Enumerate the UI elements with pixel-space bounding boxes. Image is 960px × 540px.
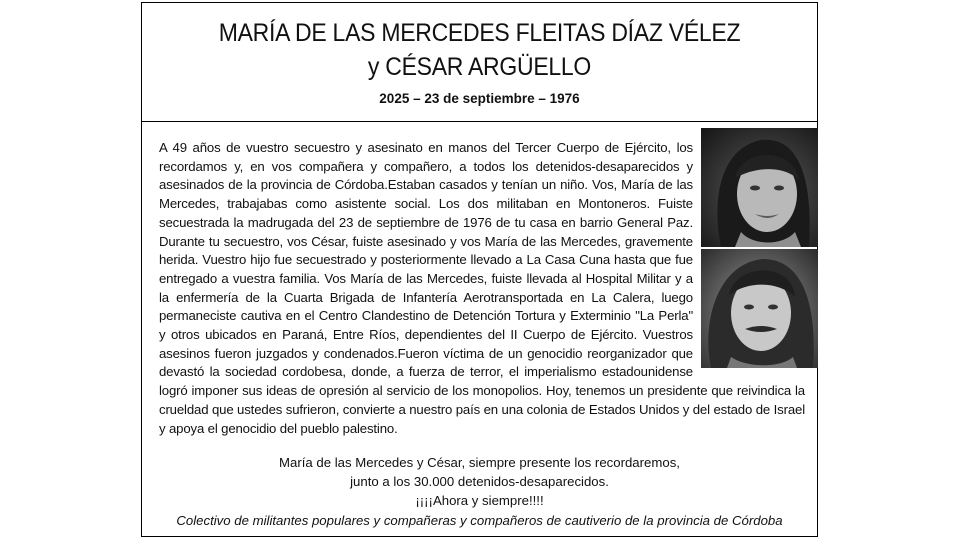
- closing-line-1: María de las Mercedes y César, siempre presente los recordaremos,: [279, 455, 680, 470]
- man-portrait-illustration: [701, 249, 818, 368]
- memorial-notice: [141, 2, 818, 537]
- notice-header: [142, 3, 817, 122]
- portrait-photos: [701, 128, 818, 368]
- closing-line-3: ¡¡¡¡Ahora y siempre!!!!: [415, 493, 544, 508]
- collective-signature: Colectivo de militantes populares y compañeras y compañeros de cautiverio de la provincia de Córdoba: [176, 513, 783, 528]
- portrait-man-photo: [701, 249, 818, 368]
- closing-line-2: junto a los 30.000 detenidos-desaparecidos.: [350, 474, 609, 489]
- woman-portrait-illustration: [701, 128, 818, 247]
- memorial-body-text: A 49 años de vuestro secuestro y asesinato en manos del Tercer Cuerpo de Ejército, los recordamos y, en vos compañera y compañero, a todos los detenidos-desaparecidos y asesinados de la provincia de Córdoba.Estaban casados y tenían un niño. Vos, María de las Mercedes, trabajabas como asistente social. Los dos militaban en Montoneros. Fuiste secuestrada la madrugada del 23 de septiembre de 1976 de tu casa en barrio General Paz. Durante tu secuestro, vos César, fuiste asesinado y vos María de las Mercedes, gravemente herida. Vuestro hijo fue secuestrado y posteriormente llevado a La Casa Cuna hasta que fue entregado a vuestra familia. Vos María de las Mercedes, fuiste llevada al Hospital Militar y a la enfermería de la Cuarta Brigada de Infantería Aerotransportada en La Calera, luego permaneciste cautiva en el Centro Clandestino de Detención Tortura y Exterminio "La Perla" y otros ubicados en Paraná, Entre Ríos, dependientes del II Cuerpo de Ejército. Vuestros asesinos fueron juzgados y condenados.Fueron víctima de un genocidio reorganizador que devastó la sociedad cordobesa, donde, a fuerza de terror, el imperialismo estadounidense logró imponer sus ideas de opresión al servicio de los monopolios. Hoy, tenemos un presidente que reivindica la crueldad que ustedes sufrieron, convierte a nuestro país en una colonia de Estados Unidos y del estado de Israel y apoya el genocidio del pueblo palestino.: [159, 140, 805, 436]
- memorial-body: [159, 139, 805, 438]
- title-line-1: MARÍA DE LAS MERCEDES FLEITAS DÍAZ VÉLEZ: [218, 19, 741, 47]
- portrait-woman-photo: [701, 128, 818, 247]
- dates-line: 2025 – 23 de septiembre – 1976: [379, 91, 580, 106]
- title-line-2: y CÉSAR ARGÜELLO: [367, 53, 592, 81]
